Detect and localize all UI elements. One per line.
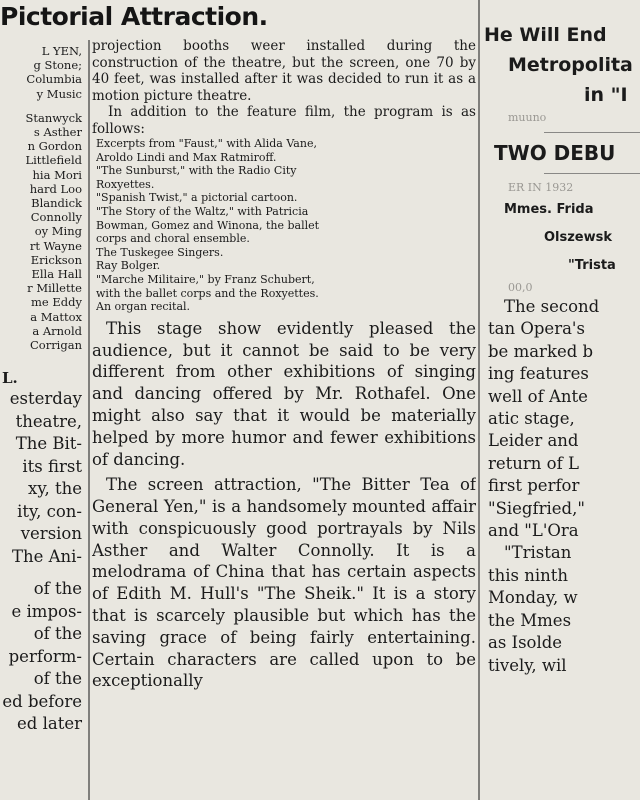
body-line: its first <box>22 456 82 476</box>
adjacent-subhead: TWO DEBU <box>494 141 616 165</box>
program-item: Bowman, Gomez and Winona, the ballet <box>96 218 320 232</box>
cast-line: a Mattox <box>30 309 82 324</box>
review-paragraph-1: projection booths weer installed during the construction of the theatre, but the screen, one 70 by 40 feet, was installed after it was decided to run it as a motion picture theatre. <box>92 38 476 104</box>
body-line: Monday, w <box>488 588 578 608</box>
body-line: e impos- <box>11 601 82 621</box>
cast-line: Corrigan <box>29 338 82 353</box>
cast-column <box>0 44 86 800</box>
body-line: perform- <box>8 646 82 666</box>
cast-line: Stanwyck <box>25 110 82 125</box>
body-line: and "L'Ora <box>488 521 579 541</box>
headline: Pictorial Attraction. <box>0 2 268 31</box>
cast-list <box>0 44 86 352</box>
column-rule-right <box>478 0 480 800</box>
divider <box>544 173 640 174</box>
program-item: Ray Bolger. <box>96 259 161 273</box>
adjacent-headline-2: Metropolita <box>508 54 633 76</box>
program-item: Excerpts from "Faust," with Alida Vane, <box>96 137 317 150</box>
body-line: return of L <box>488 453 579 473</box>
body-line: atic stage, <box>488 409 575 429</box>
body-line: The Ani- <box>11 546 82 566</box>
cast-line: hia Mori <box>32 167 82 182</box>
body-line: "Siegfried," <box>488 498 585 518</box>
adjacent-deck-2: Olszewsk <box>544 230 613 245</box>
body-line: theatre, <box>15 411 82 431</box>
faint-bleed-text: muuno <box>508 111 547 124</box>
column-rule-left <box>88 40 90 800</box>
cast-line: Ella Hall <box>31 267 82 282</box>
review-paragraph-3: This stage show evidently pleased the audience, but it cannot be said to be very different from other exhibitions of singing and dancing offered by Mr. Rothafel. One might also say that it would be materially helped by more humor and fewer exhibitions of dancing. <box>92 318 476 469</box>
divider <box>544 132 640 133</box>
faint-bleed-text: 00,0 <box>508 281 533 294</box>
program-item: "The Story of the Waltz," with Patricia <box>96 204 309 218</box>
body-line: this ninth <box>488 565 569 585</box>
cast-line: rt Wayne <box>29 238 82 253</box>
program-item: Roxyettes. <box>96 177 155 191</box>
cast-line: Columbia <box>26 72 82 87</box>
cast-line: me Eddy <box>31 295 82 310</box>
body-line: be marked b <box>488 341 594 361</box>
faint-bleed-text: ER IN 1932 <box>508 181 574 194</box>
body-line: of the <box>33 669 82 689</box>
cast-line: Erickson <box>30 252 82 267</box>
body-line: of the <box>33 624 82 644</box>
review-paragraph-4: The screen attraction, "The Bitter Tea of General Yen," is a handsomely mounted affair with conspicuously good portrayals by Nils Asther and Walter Connolly. It is a melodrama of China that has certain aspects of Edith M. Hull's "The Sheik." It is a story that is scarcely plausible but which has the saving grace of being fairly entertaining. Certain characters are called upon to be exceptionally <box>92 475 476 691</box>
body-line: ity, con- <box>17 501 82 521</box>
body-line: The Bit- <box>15 434 82 454</box>
cast-line: Blandick <box>31 196 82 211</box>
review-paragraph-2: In addition to the feature film, the program is as follows: <box>92 104 476 137</box>
cast-line: y Music <box>36 86 82 101</box>
program-item: corps and choral ensemble. <box>96 232 250 246</box>
body-line: tan Opera's <box>488 319 585 339</box>
body-line: version <box>20 524 82 544</box>
body-line: well of Ante <box>488 386 588 406</box>
adjacent-deck-3: "Trista <box>568 258 616 273</box>
body-line <box>0 568 86 578</box>
body-line: ed before <box>2 691 82 711</box>
program-item: "Marche Militaire," by Franz Schubert, <box>96 272 315 286</box>
program-item: "The Sunburst," with the Radio City <box>96 164 297 178</box>
cast-line: hard Loo <box>29 181 82 196</box>
body-line: The second <box>504 297 600 316</box>
adjacent-deck-1: Mmes. Frida <box>504 202 594 217</box>
body-line: "Tristan <box>504 543 572 563</box>
cast-line: g Stone; <box>33 58 82 73</box>
cast-line <box>0 101 86 111</box>
body-line: esterday <box>9 389 82 409</box>
adjacent-headline-1: He Will End <box>484 24 607 46</box>
cast-line: a Arnold <box>32 323 82 338</box>
body-line: of the <box>33 579 82 599</box>
cast-line: oy Ming <box>34 224 82 239</box>
body-line: tively, wil <box>488 655 567 675</box>
program-item: "Spanish Twist," a pictorial cartoon. <box>96 191 298 205</box>
program-item: The Tuskegee Singers. <box>96 245 224 259</box>
body-line: the Mmes <box>488 610 572 630</box>
cast-line: r Millette <box>27 281 82 296</box>
cast-column-body <box>0 388 86 736</box>
body-line: as Isolde <box>488 633 563 653</box>
body-line: Leider and <box>488 431 579 451</box>
review-column <box>92 38 476 800</box>
cast-line: n Gordon <box>27 139 82 154</box>
body-line: first perfor <box>488 476 580 496</box>
program-item: An organ recital. <box>96 300 191 314</box>
adjacent-headline-3: in "I <box>584 84 628 106</box>
program-list <box>92 137 476 314</box>
adjacent-article-body <box>484 296 640 677</box>
program-item: with the ballet corps and the Roxyettes. <box>96 286 319 300</box>
cast-line: Connolly <box>30 210 82 225</box>
cast-line: s Asther <box>33 125 82 140</box>
body-line: ed later <box>17 714 82 734</box>
section-heading: L. <box>2 369 18 388</box>
body-line: ing features <box>488 364 589 384</box>
cast-line: L YEN, <box>41 44 82 58</box>
body-line: xy, the <box>28 479 82 499</box>
adjacent-article-column <box>484 20 640 800</box>
program-item: Aroldo Lindi and Max Ratmiroff. <box>96 150 277 164</box>
cast-line: Littlefield <box>25 153 82 168</box>
